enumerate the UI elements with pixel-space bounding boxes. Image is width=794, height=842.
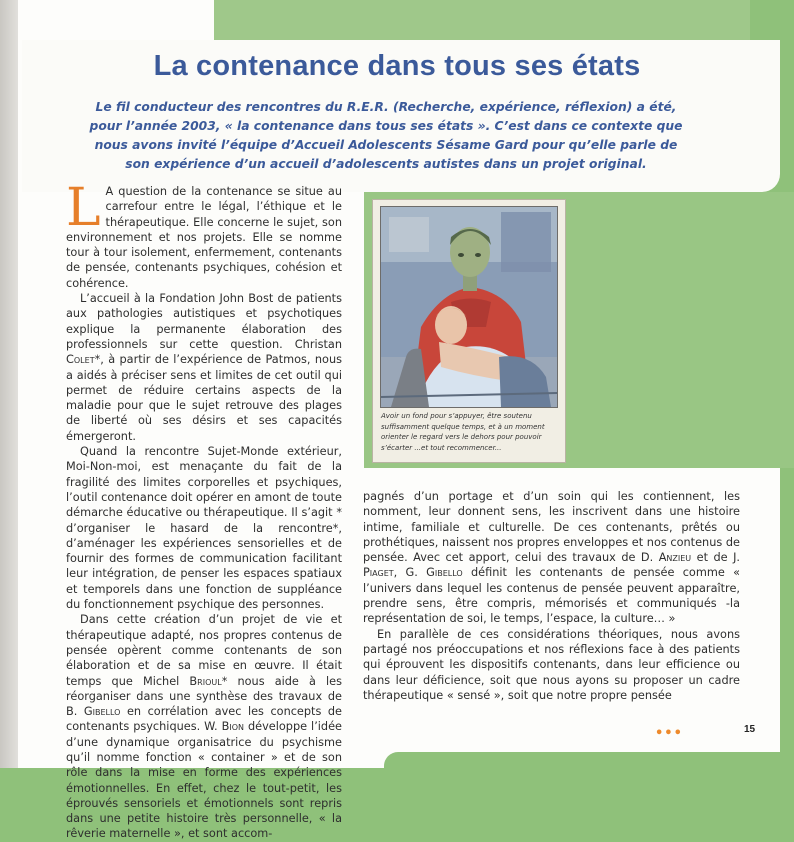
page-number: 15 (744, 724, 756, 735)
author-bion: Bion (221, 720, 245, 734)
paragraph-4: Dans cette création d’un projet de vie et thérapeutique adapté, nos propres contenus de pensée opèrent comme contenants de son élaboration et de sa mise en œuvre. Il était temps que Michel Brioul* nous aide à les réorganiser dans une synthèse des travaux de B. Gibello en corrélation avec les concepts de contenants psychiques. W. Bion développe l’idée d’une dynamique organisatrice du psychisme qu’il nomme fonction « container » et de son rôle dans la mise en forme des expériences émotionnelles. En effet, chez le tout-petit, les éprouvés sensoriels et émotionnels sont repris dans une petite histoire très personnelle, « la rêverie maternelle », et sont accom- (66, 613, 343, 841)
figure-caption: Avoir un fond pour s’appuyer, être soutenu suffisamment quelque temps, et à un moment orienter le regard vers le dehors pour pouvoir s’écarter ...et tout recommencer... (381, 412, 545, 452)
author-gibello: Gibello (83, 705, 121, 719)
painting-figure (372, 199, 566, 463)
article-intro: Le fil conducteur des rencontres du R.E.R. (Recherche, expérience, réflexion) a été, pour l’année 2003, « la contenance dans tous ses états ». C’est dans ce contexte que nous avons invité l’équipe d’Accueil Adolescents Sésame Gard pour qu’elle parle de son expérience d’un accueil d’adolescents autistes dans un projet original. (89, 100, 683, 171)
author-piaget: Piaget (363, 566, 394, 580)
painting-image (380, 206, 558, 408)
paragraph-5: pagnés d’un portage et d’un soin qui les contiennent, les nomment, leur donnent sens, les inscrivent dans une histoire intime, familiale et culturelle. De ces contenants, prêtés ou prothétiques, naissent nos propres enveloppes et nos contenus de pensée. Avec cet apport, celui des travaux de D. Anzieu et de J. Piaget, G. Gibello définit les contenants de pensée comme « l’univers dans lequel les contenus de pensée peuvent apparaître, prendre sens, être compris, mémorisés et communiqués -la représentation de soi, le temps, l’espace, la culture… » (363, 490, 740, 626)
paragraph-1 (66, 178, 342, 291)
author-gibello-2: Gibello (426, 566, 463, 580)
author-brioul: Brioul* (189, 674, 228, 688)
paragraph-3: Quand la rencontre Sujet-Monde extérieur, Moi-Non-moi, est menaçante du fait de la fragilité des limites corporelles et psychiques, l’outil contenance doit opérer en amont de toute démarche éducative ou thérapeutique. Il s’agit * d’organiser le hasard de la rencontre*, d’aménager les expériences sensorielles et de fournir des formes de communication facilitant leur intégration, de penser les espaces spatiaux et temporels dans une fonction de suppléance du fonctionnement psychique des personnes. (66, 445, 342, 612)
paragraph-1-text: A question de la contenance se situe au carrefour entre le légal, l’éthique et le thérapeutique. Elle concerne le sujet, son environnement et nos projets. Elle se nomme tour à tour isolement, enfermement, contenants de pensée, contenants psychiques, cohésion et cohérence. (66, 185, 342, 290)
author-colet: Colet* (66, 353, 101, 367)
paragraph-2: L’accueil à la Fondation John Bost de patients aux pathologies autistiques et psychotiques explique la permanente élaboration des professionnels sur cette question. Christan Colet*, à partir de l’expérience de Patmos, nous a aidés à préciser sens et limites de cet outil qui permet de réduire certains aspects de la maladie pour que le sujet retrouve des plages de liberté où ses désirs et ses capacités émergeront. (66, 292, 342, 443)
green-band-bottom (384, 752, 794, 768)
left-column (66, 178, 343, 842)
decorative-dots: ••• (655, 726, 683, 741)
article-title: La contenance dans tous ses états (153, 50, 641, 82)
author-anzieu: Anzieu (658, 551, 692, 565)
drop-cap: L (66, 178, 101, 238)
green-band-top (214, 0, 794, 40)
paragraph-6: En parallèle de ces considérations théoriques, nous avons partagé nos préoccupations et nos réflexions face à des patients qui éprouvent les dispositifs contenants, dans leur efficience ou dans leur déficience, soit que nous ayons su proposer un cadre thérapeutique « sensé », soit que notre propre pensée (363, 627, 740, 702)
right-column (363, 489, 740, 703)
